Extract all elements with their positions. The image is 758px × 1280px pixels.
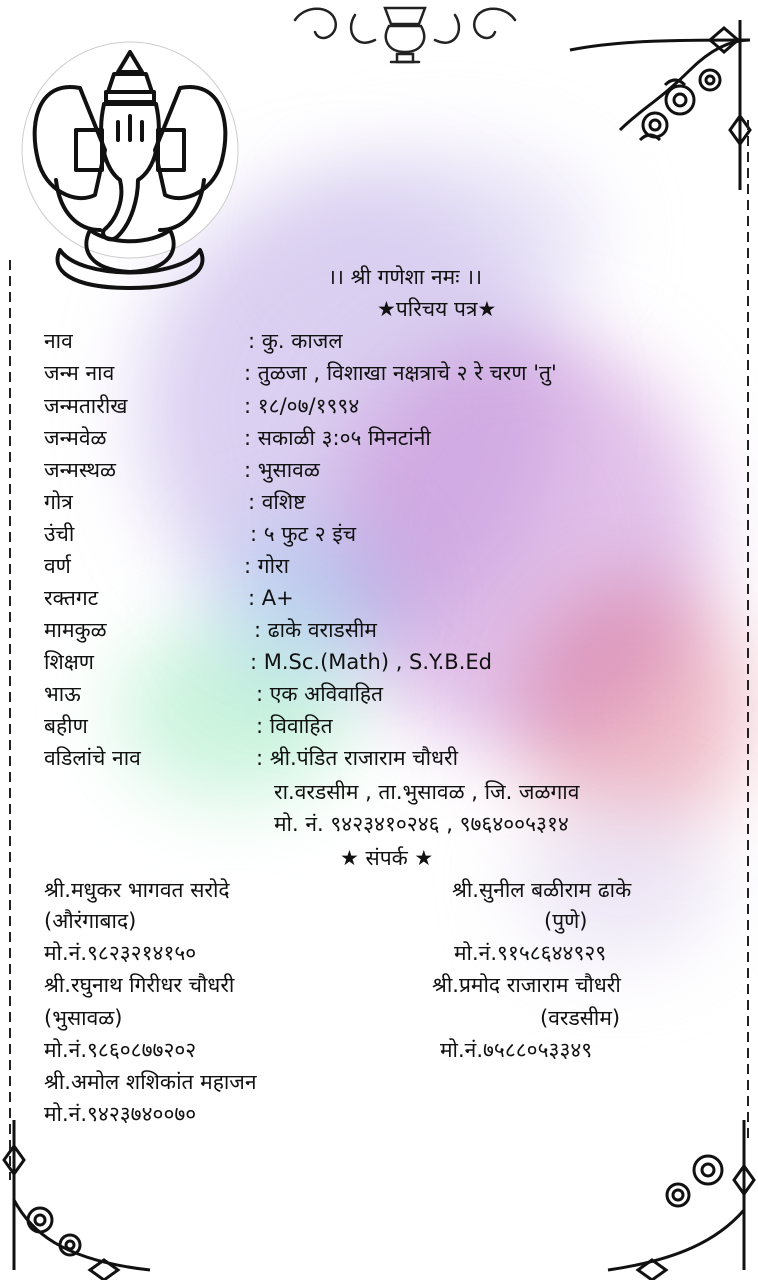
floral-corner-icon	[560, 10, 758, 200]
page-title: ★परिचय पत्र★	[377, 297, 497, 321]
contact-line: श्री.प्रमोद राजाराम चौधरी	[432, 973, 621, 997]
detail-value: : सकाळी ३:०५ मिनटांनी	[244, 426, 431, 450]
contact-line: मो.नं.९१५८६४४९२९	[454, 941, 607, 965]
contact-line: (वरडसीम)	[540, 1006, 621, 1030]
contact-line: (पुणे)	[544, 909, 588, 933]
contact-line: मो.नं.९८६०८७७२०२	[44, 1038, 197, 1062]
contact-line: श्री.मधुकर भागवत सरोदे	[44, 878, 230, 902]
contact-line: श्री.रघुनाथ गिरीधर चौधरी	[44, 973, 235, 997]
detail-value: : तुळजा , विशाखा नक्षत्राचे २ रे चरण 'तु'	[244, 361, 557, 385]
floral-corner-icon	[0, 1120, 160, 1280]
detail-value: : A+	[248, 586, 294, 610]
detail-label: नाव	[44, 329, 73, 353]
detail-value: : विवाहित	[256, 714, 333, 738]
detail-value: : १८/०७/१९९४	[244, 394, 360, 418]
detail-label: जन्मस्थळ	[44, 458, 116, 482]
detail-value: : ५ फुट २ इंच	[250, 522, 357, 546]
detail-value: : वशिष्ट	[248, 490, 306, 514]
father-address: रा.वरडसीम , ता.भुसावळ , जि. जळगाव	[274, 780, 580, 804]
contact-line: मो.नं.७५८८०५३३४९	[440, 1038, 593, 1062]
contact-title: ★ संपर्क ★	[340, 846, 434, 870]
detail-value: : एक अविवाहित	[256, 682, 384, 706]
ornamental-border-icon	[742, 120, 754, 1140]
ganesha-icon	[20, 30, 240, 295]
detail-label: भाऊ	[44, 682, 81, 706]
detail-label: शिक्षण	[44, 650, 94, 674]
detail-value: : श्री.पंडित राजाराम चौधरी	[256, 746, 459, 770]
detail-label: गोत्र	[44, 490, 73, 514]
floral-corner-icon	[598, 1120, 758, 1280]
detail-label: जन्मतारीख	[44, 394, 128, 418]
detail-value: : कु. काजल	[248, 329, 343, 353]
detail-label: वडिलांचे नाव	[44, 746, 141, 770]
detail-label: जन्मवेळ	[44, 426, 107, 450]
contact-line: श्री.अमोल शशिकांत महाजन	[44, 1070, 257, 1094]
contact-line: (भुसावळ)	[44, 1006, 123, 1030]
ornamental-border-icon	[4, 260, 16, 1180]
detail-label: उंची	[44, 522, 75, 546]
contact-line: मो.नं.९८२३२१४१५०	[44, 941, 197, 965]
contact-line: श्री.सुनील बळीराम ढाके	[452, 878, 632, 902]
detail-value: : M.Sc.(Math) , S.Y.B.Ed	[250, 650, 492, 674]
father-phone: मो. नं. ९४२३४१०२४६ , ९७६४००५३१४	[274, 812, 569, 836]
detail-label: मामकुळ	[44, 618, 107, 642]
detail-label: रक्तगट	[44, 586, 99, 610]
contact-line: (औरंगाबाद)	[44, 909, 137, 933]
invocation: ।। श्री गणेशा नमः ।।	[328, 265, 483, 289]
kalash-icon	[285, 0, 525, 70]
detail-value: : गोरा	[244, 554, 290, 578]
contact-line: मो.नं.९४२३७४००७०	[44, 1102, 197, 1126]
detail-value: : ढाके वराडसीम	[254, 618, 377, 642]
detail-label: बहीण	[44, 714, 88, 738]
detail-value: : भुसावळ	[244, 458, 320, 482]
detail-label: वर्ण	[44, 554, 71, 578]
detail-label: जन्म नाव	[44, 361, 115, 385]
